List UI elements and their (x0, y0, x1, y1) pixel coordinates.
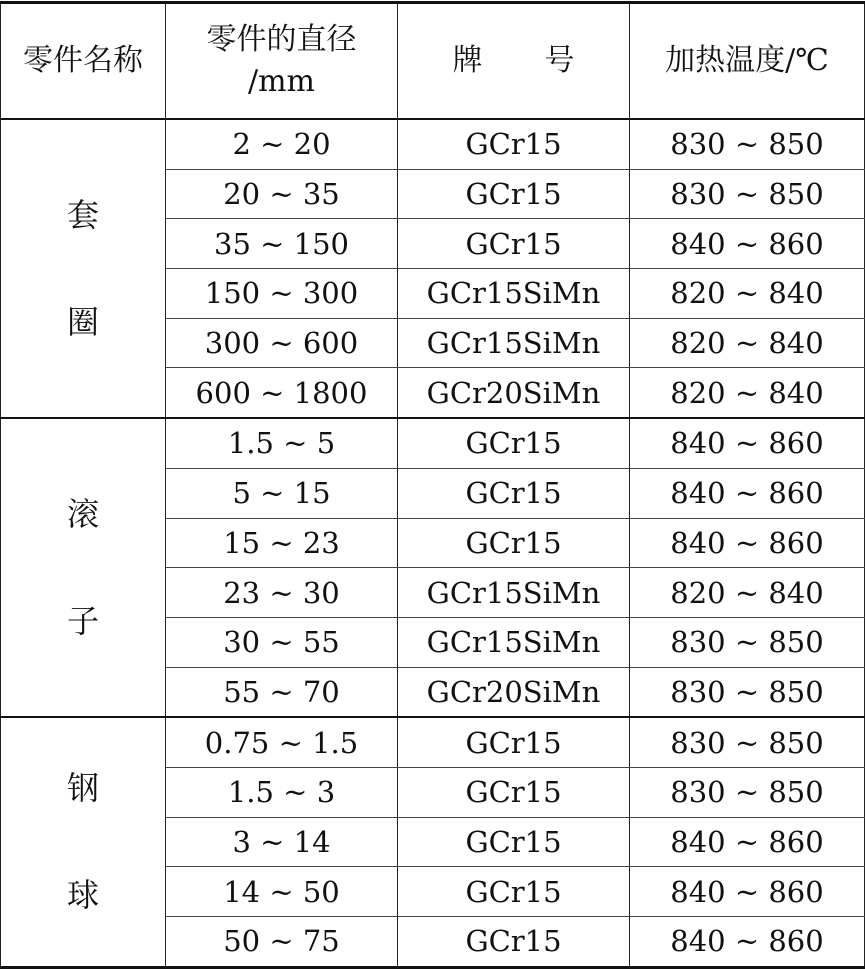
header-part-name: 零件名称 (1, 3, 166, 120)
diameter-cell: 150 ~ 300 (166, 269, 398, 319)
diameter-cell: 3 ~ 14 (166, 817, 398, 867)
temperature-cell: 830 ~ 850 (630, 767, 865, 817)
diameter-cell: 2 ~ 20 (166, 119, 398, 169)
temperature-cell: 840 ~ 860 (630, 418, 865, 468)
grade-cell: GCr15 (398, 169, 630, 219)
temperature-cell: 820 ~ 840 (630, 368, 865, 418)
grade-cell: GCr20SiMn (398, 368, 630, 418)
grade-cell: GCr15 (398, 867, 630, 917)
table-row (1, 717, 865, 767)
diameter-cell: 20 ~ 35 (166, 169, 398, 219)
temperature-cell: 830 ~ 850 (630, 667, 865, 717)
grade-cell: GCr15 (398, 767, 630, 817)
header-diameter-unit: /mm (247, 64, 315, 99)
part-name-cell (1, 418, 166, 717)
temperature-cell: 840 ~ 860 (630, 219, 865, 269)
grade-cell: GCr15SiMn (398, 617, 630, 667)
table-header-row (1, 3, 865, 120)
part-name-char: 套 (66, 196, 99, 235)
grade-cell: GCr15SiMn (398, 318, 630, 368)
part-name-char: 滚 (66, 495, 99, 534)
part-name-char: 钢 (66, 769, 99, 808)
temperature-cell: 840 ~ 860 (630, 917, 865, 968)
diameter-cell: 23 ~ 30 (166, 568, 398, 618)
temperature-cell: 830 ~ 850 (630, 717, 865, 767)
grade-cell: GCr15 (398, 119, 630, 169)
part-name-cell (1, 119, 166, 418)
diameter-cell: 14 ~ 50 (166, 867, 398, 917)
table-row (1, 119, 865, 169)
diameter-cell: 50 ~ 75 (166, 917, 398, 968)
temperature-cell: 840 ~ 860 (630, 468, 865, 518)
grade-cell: GCr15SiMn (398, 269, 630, 319)
diameter-cell: 1.5 ~ 3 (166, 767, 398, 817)
grade-cell: GCr20SiMn (398, 667, 630, 717)
header-grade-char-1: 牌 (452, 43, 483, 78)
header-grade-char-2: 号 (544, 43, 575, 78)
diameter-cell: 30 ~ 55 (166, 617, 398, 667)
grade-cell: GCr15 (398, 219, 630, 269)
temperature-cell: 830 ~ 850 (630, 119, 865, 169)
header-temperature: 加热温度/℃ (630, 3, 865, 120)
grade-cell: GCr15 (398, 717, 630, 767)
grade-cell: GCr15 (398, 468, 630, 518)
part-name-char: 圈 (66, 303, 99, 342)
header-diameter (166, 3, 398, 120)
heating-temperature-table (0, 1, 865, 969)
header-diameter-line1: 零件的直径 (206, 22, 357, 57)
grade-cell: GCr15 (398, 418, 630, 468)
temperature-cell: 820 ~ 840 (630, 318, 865, 368)
part-name-char: 球 (66, 876, 99, 915)
grade-cell: GCr15 (398, 917, 630, 968)
diameter-cell: 5 ~ 15 (166, 468, 398, 518)
diameter-cell: 15 ~ 23 (166, 518, 398, 568)
diameter-cell: 35 ~ 150 (166, 219, 398, 269)
grade-cell: GCr15 (398, 817, 630, 867)
temperature-cell: 830 ~ 850 (630, 169, 865, 219)
temperature-cell: 840 ~ 860 (630, 518, 865, 568)
part-name-cell (1, 717, 166, 967)
diameter-cell: 300 ~ 600 (166, 318, 398, 368)
temperature-cell: 820 ~ 840 (630, 568, 865, 618)
grade-cell: GCr15 (398, 518, 630, 568)
grade-cell: GCr15SiMn (398, 568, 630, 618)
part-name-char: 子 (66, 602, 99, 641)
table-row (1, 418, 865, 468)
temperature-cell: 840 ~ 860 (630, 817, 865, 867)
table-body (1, 119, 865, 967)
diameter-cell: 0.75 ~ 1.5 (166, 717, 398, 767)
header-grade (398, 3, 630, 120)
temperature-cell: 820 ~ 840 (630, 269, 865, 319)
diameter-cell: 55 ~ 70 (166, 667, 398, 717)
temperature-cell: 840 ~ 860 (630, 867, 865, 917)
diameter-cell: 600 ~ 1800 (166, 368, 398, 418)
temperature-cell: 830 ~ 850 (630, 617, 865, 667)
diameter-cell: 1.5 ~ 5 (166, 418, 398, 468)
